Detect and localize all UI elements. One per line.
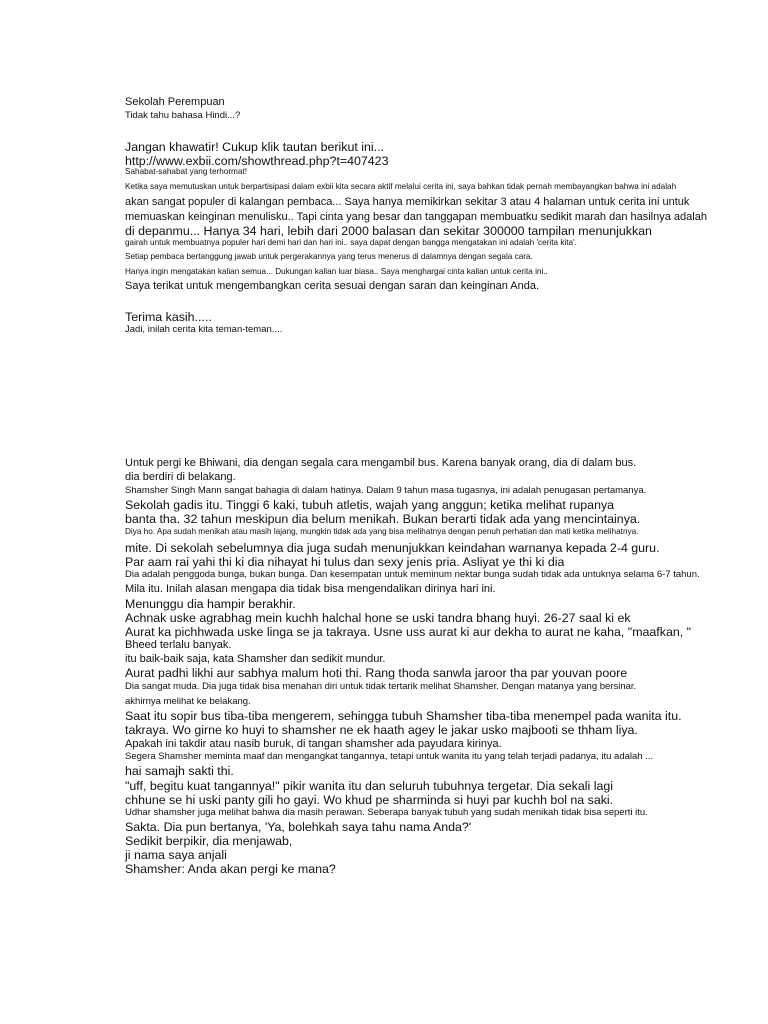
document-subtitle: Tidak tahu bahasa Hindi...?: [125, 110, 241, 121]
text-line: Jadi, inilah cerita kita teman-teman....: [125, 324, 283, 335]
text-line: "uff, begitu kuat tangannya!" pikir wanita itu dan seluruh tubuhnya tergetar. Dia sekali lagi: [125, 779, 613, 793]
document-title: Sekolah Perempuan: [125, 96, 225, 108]
text-line: takraya. Wo girne ko huyi to shamsher ne ek haath agey le jakar usko majbooti se thham liya.: [125, 723, 638, 737]
text-line: Setiap pembaca bertanggung jawab untuk pergerakannya yang terus menerus di dalamnya dengan segala cara.: [125, 252, 533, 261]
text-line: banta tha. 32 tahun meskipun dia belum menikah. Bukan berarti tidak ada yang mencintainya.: [125, 512, 641, 526]
text-line: akan sangat populer di kalangan pembaca... Saya hanya memikirkan sekitar 3 atau 4 halaman untuk cerita ini untuk: [125, 196, 690, 208]
text-line: Hanya ingin mengatakan kalian semua... Dukungan kalian luar biasa.. Saya menghargai cinta kalian untuk cerita ini..: [125, 267, 548, 276]
text-line: Untuk pergi ke Bhiwani, dia dengan segala cara mengambil bus. Karena banyak orang, dia di dalam bus.: [125, 457, 637, 469]
text-line: Sekolah gadis itu. Tinggi 6 kaki, tubuh atletis, wajah yang anggun; ketika melihat rupanya: [125, 498, 615, 512]
text-line: Bheed terlalu banyak.: [125, 639, 232, 651]
text-line: Dia sangat muda. Dia juga tidak bisa menahan diri untuk tidak tertarik melihat Shamsher. Dengan matanya yang bersinar.: [125, 681, 637, 692]
text-line: Menunggu dia hampir berakhir.: [125, 597, 296, 611]
thread-link[interactable]: http://www.exbii.com/showthread.php?t=407423: [125, 154, 389, 168]
text-line: memuaskan keinginan menulisku.. Tapi cinta yang besar dan tanggapan membuatku sedikit marah dan hasilnya adalah: [125, 211, 707, 223]
text-line: gairah untuk membuatnya populer hari demi hari dan hari ini.. saya dapat dengan bangga mengatakan ini adalah 'cerita kita'.: [125, 238, 577, 247]
text-line: Udhar shamsher juga melihat bahwa dia masih perawan. Seberapa banyak tubuh yang sudah menikah tidak bisa seperti itu.: [125, 807, 648, 818]
text-line: Sedikit berpikir, dia menjawab,: [125, 834, 293, 848]
text-line: Par aam rai yahi thi ki dia nihayat hi tulus dan sexy jenis pria. Asliyat ye thi ki dia: [125, 555, 565, 569]
text-line: ji nama saya anjali: [125, 848, 227, 862]
text-line: Aurat padhi likhi aur sabhya malum hoti thi. Rang thoda sanwla jaroor tha par youvan poore: [125, 666, 628, 680]
text-line: dia berdiri di belakang.: [125, 471, 236, 483]
text-line: mite. Di sekolah sebelumnya dia juga sudah menunjukkan keindahan warnanya kepada 2-4 guru.: [125, 541, 660, 555]
text-line: Mila itu. Inilah alasan mengapa dia tidak bisa mengendalikan dirinya hari ini.: [125, 583, 496, 595]
text-line: Saat itu sopir bus tiba-tiba mengerem, sehingga tubuh Shamsher tiba-tiba menempel pada wanita itu.: [125, 709, 682, 723]
text-line: Aurat ka pichhwada uske linga se ja takraya. Usne uss aurat ki aur dekha to aurat ne kaha, "maafkan, ": [125, 625, 692, 639]
text-line: di depanmu... Hanya 34 hari, lebih dari 2000 balasan dan sekitar 300000 tampilan menunjukkan: [125, 224, 652, 238]
text-line: akhirnya melihat ke belakang.: [125, 696, 251, 707]
text-line: Sakta. Dia pun bertanya, 'Ya, bolehkah saya tahu nama Anda?': [125, 820, 472, 834]
text-line: Achnak uske agrabhag mein kuchh halchal hone se uski tandra bhang huyi. 26-27 saal ki ek: [125, 611, 631, 625]
text-line: Shamsher Singh Mann sangat bahagia di dalam hatinya. Dalam 9 tahun masa tugasnya, ini adalah penugasan pertamanya.: [125, 485, 647, 496]
text-line: Jangan khawatir! Cukup klik tautan berikut ini...: [125, 140, 384, 154]
text-line: Ketika saya memutuskan untuk berpartisipasi dalam exbii kita secara aktif melalui cerita ini, saya bahkan tidak pernah membayangkan bahwa ini adalah: [125, 182, 677, 191]
text-line: Terima kasih.....: [125, 310, 212, 324]
text-line: Apakah ini takdir atau nasib buruk, di tangan shamsher ada payudara kirinya.: [125, 738, 502, 750]
text-line: Dia adalah penggoda bunga, bukan bunga. Dan kesempatan untuk meminum nektar bunga sudah tidak ada untuknya selama 6-7 tahun.: [125, 569, 700, 580]
text-line: Segera Shamsher meminta maaf dan mengangkat tangannya, tetapi untuk wanita itu yang telah terjadi padanya, itu adalah ...: [125, 751, 654, 762]
text-line: Saya terikat untuk mengembangkan cerita sesuai dengan saran dan keinginan Anda.: [125, 280, 540, 292]
text-line: Shamsher: Anda akan pergi ke mana?: [125, 862, 336, 876]
text-line: chhune se hi uski panty gili ho gayi. Wo khud pe sharminda si huyi par kuchh bol na saki.: [125, 793, 614, 807]
text-line: itu baik-baik saja, kata Shamsher dan sedikit mundur.: [125, 653, 386, 665]
text-line: hai samajh sakti thi.: [125, 764, 234, 778]
text-line: Diya ho. Apa sudah menikah atau masih lajang, mungkin tidak ada yang bisa melihatnya dengan penuh perhatian dan mati ketika melihatnya.: [125, 527, 639, 536]
text-line: Sahabat-sahabat yang terhormat!: [125, 167, 247, 176]
